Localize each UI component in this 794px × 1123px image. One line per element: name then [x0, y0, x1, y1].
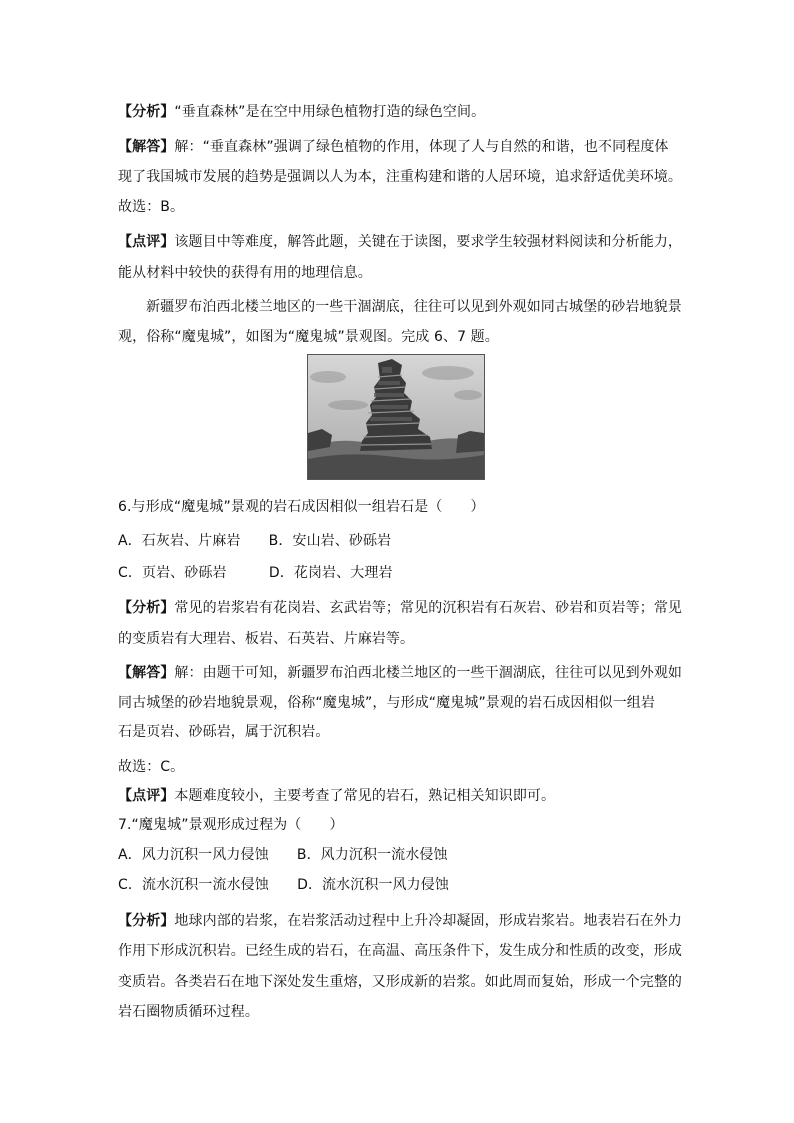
text-line: [118, 972, 682, 992]
line-text: 观，俗称“魔鬼城”，如图为“魔鬼城”景观图。完成 6、7 题。: [118, 329, 499, 345]
text-line: [118, 629, 414, 649]
line-text: 常见的岩浆岩有花岗岩、玄武岩等；常见的沉积岩有石灰岩、砂岩和页岩等；常见: [174, 600, 683, 616]
line-text: C．页岩、砂砾岩 D．花岗岩、大理岩: [118, 565, 393, 581]
line-text: 能从材料中较快的获得有用的地理信息。: [118, 265, 372, 281]
text-line: [118, 941, 682, 961]
line-text: 该题目中等难度，解答此题，关键在于读图，要求学生较强材料阅读和分析能力，: [174, 234, 683, 250]
text-line: [146, 297, 682, 317]
line-text: 解：“垂直森林”强调了绿色植物的作用，体现了人与自然的和谐，也不同程度体: [174, 139, 669, 155]
line-text: A．风力沉积一风力侵蚀 B．风力沉积一流水侵蚀: [118, 847, 448, 863]
line-text: 的变质岩有大理岩、板岩、石英岩、片麻岩等。: [118, 631, 415, 647]
text-line: [118, 197, 184, 217]
line-text: 岩石圈物质循环过程。: [118, 1004, 259, 1020]
line-text: A．石灰岩、片麻岩 B．安山岩、砂砾岩: [118, 533, 392, 549]
text-line: [118, 693, 655, 713]
text-line: [118, 1002, 259, 1022]
text-line: [118, 875, 449, 895]
text-line: [118, 497, 485, 517]
line-text: 本题难度较小，主要考查了常见的岩石，熟记相关知识即可。: [174, 788, 556, 804]
line-text: 同古城堡的砂岩地貌景观，俗称“魔鬼城”，与形成“魔鬼城”景观的岩石成因相似一组岩: [118, 695, 656, 711]
text-line: [118, 845, 448, 865]
line-text: 地球内部的岩浆，在岩浆活动过程中上升冷却凝固，形成岩浆岩。地表岩石在外力: [174, 913, 683, 929]
text-line: 【分析】“垂直森林”是在空中用绿色植物打造的绿色空间。: [118, 104, 486, 120]
text-line: 【分析】常见的岩浆岩有花岗岩、玄武岩等；常见的沉积岩有石灰岩、砂岩和页岩等；常见: [118, 600, 683, 616]
line-text: C．流水沉积一流水侵蚀 D．流水沉积一风力侵蚀: [118, 877, 449, 893]
line-text: 7.“魔鬼城”景观形成过程为（ ）: [118, 817, 344, 833]
text-line: [118, 167, 682, 187]
text-line: 【点评】该题目中等难度，解答此题，关键在于读图，要求学生较强材料阅读和分析能力，: [118, 234, 683, 250]
line-text: “垂直森林”是在空中用绿色植物打造的绿色空间。: [174, 104, 486, 120]
line-text: 故选：C。: [118, 759, 185, 775]
text-line: 【解答】解：“垂直森林”强调了绿色植物的作用，体现了人与自然的和谐，也不同程度体: [118, 139, 669, 155]
text-line: [118, 531, 391, 551]
section-tag: 分析: [132, 913, 161, 929]
line-text: 新疆罗布泊西北楼兰地区的一些干涸湖底，往往可以见到外观如同古城堡的砂岩地貌景: [146, 299, 682, 315]
section-tag: 解答: [132, 139, 161, 155]
line-text: 作用下形成沉积岩。已经生成的岩石，在高温、高压条件下，发生成分和性质的改变，形成: [118, 943, 682, 959]
line-text: 解：由题干可知，新疆罗布泊西北楼兰地区的一些干涸湖底，往往可以见到外观如: [174, 665, 683, 681]
text-line: [118, 327, 499, 347]
yardang-rock-icon: [308, 355, 484, 479]
text-line: 【分析】地球内部的岩浆，在岩浆活动过程中上升冷却凝固，形成岩浆岩。地表岩石在外力: [118, 913, 683, 929]
text-line: 【解答】解：由题干可知，新疆罗布泊西北楼兰地区的一些干涸湖底，往往可以见到外观如: [118, 665, 683, 681]
section-tag: 分析: [132, 600, 161, 616]
line-text: 6.与形成“魔鬼城”景观的岩石成因相似一组岩石是（ ）: [118, 499, 485, 515]
text-line: [118, 563, 393, 583]
section-tag: 分析: [132, 104, 161, 120]
section-tag: 解答: [132, 665, 161, 681]
text-line: [118, 757, 184, 777]
line-text: 变质岩。各类岩石在地下深处发生重熔，又形成新的岩浆。如此周而复始，形成一个完整的: [118, 974, 682, 990]
text-line: 【点评】本题难度较小，主要考查了常见的岩石，熟记相关知识即可。: [118, 788, 556, 804]
text-line: [118, 815, 344, 835]
section-tag: 点评: [132, 788, 161, 804]
devil-city-landscape-photo: [307, 354, 485, 480]
section-tag: 点评: [132, 234, 161, 250]
text-line: [118, 263, 372, 283]
line-text: 石是页岩、砂砾岩，属于沉积岩。: [118, 724, 330, 740]
line-text: 现了我国城市发展的趋势是强调以人为本，注重构建和谐的人居环境，追求舒适优美环境。: [118, 169, 682, 185]
text-line: [118, 722, 330, 742]
line-text: 故选：B。: [118, 199, 185, 215]
